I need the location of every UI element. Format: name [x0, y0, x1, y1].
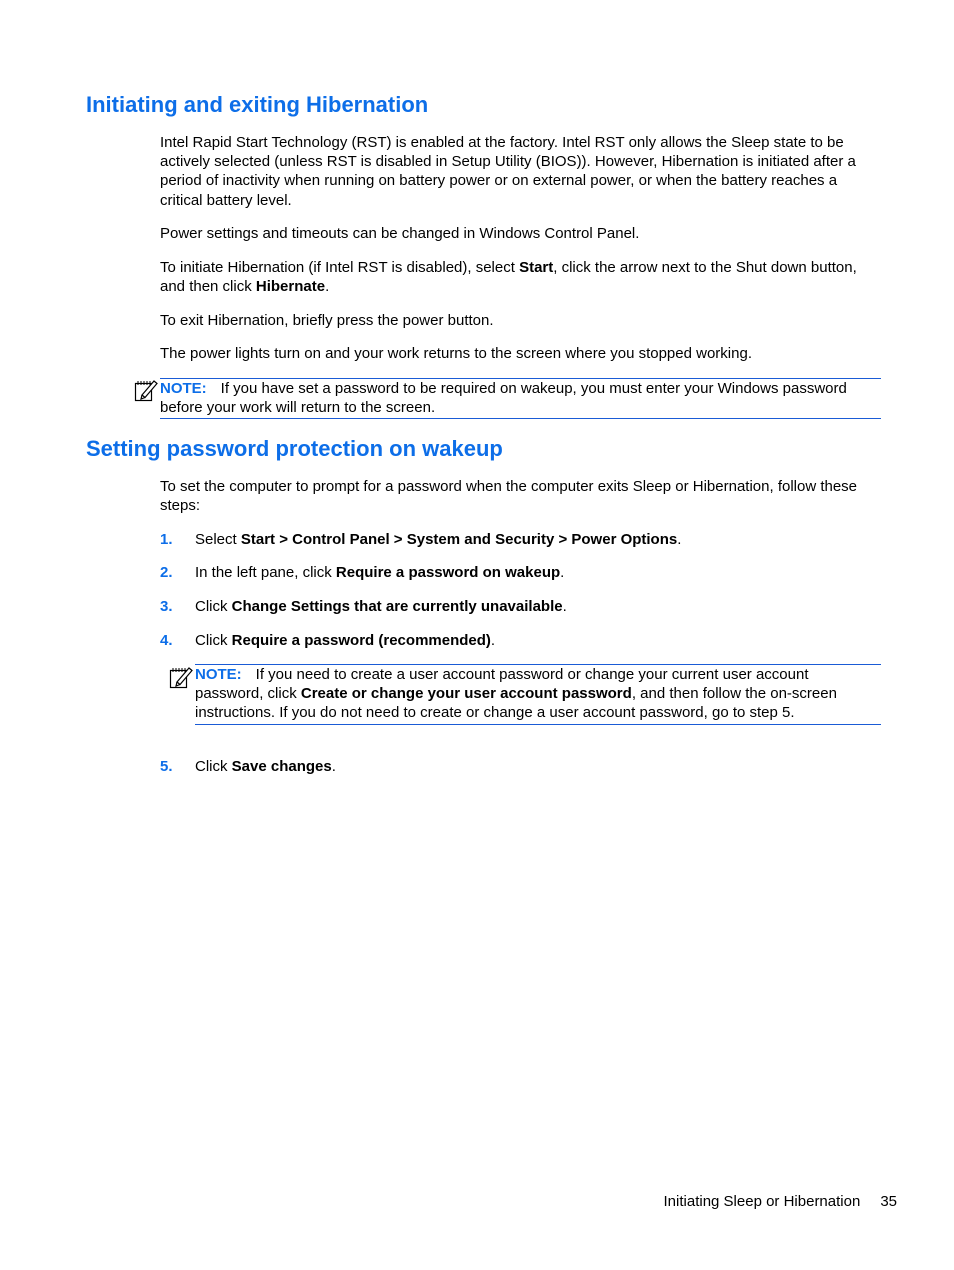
note-text: If you need to create a user account password or change your current user account password, click — [195, 666, 809, 703]
ui-term-hibernate: Hibernate — [255, 278, 326, 296]
step-text — [195, 597, 882, 616]
note-pencil-icon — [134, 378, 158, 402]
paragraph-exit-hibernation: To exit Hibernation, briefly press the power button. — [160, 312, 494, 329]
text-run: . — [490, 632, 496, 649]
page-number: 35 — [880, 1193, 897, 1210]
text-run: . — [562, 598, 567, 615]
note-pencil-icon — [169, 665, 193, 689]
step-text — [195, 757, 882, 776]
text-run: , click the arrow next to the Shut down button, and then click — [160, 259, 857, 296]
note-password-wakeup — [160, 378, 881, 419]
ui-term: Change Settings that are currently unavailable — [231, 598, 563, 615]
text-run: . — [560, 564, 565, 581]
ui-term: Save changes — [231, 758, 332, 775]
paragraph-rst: Intel Rapid Start Technology (RST) is enabled at the factory. Intel RST only allows the Sleep state to be actively selected (unless RST is disabled in Setup Utility (BIOS)). However, Hibernation is initiated after a period of inactivity when running on battery power or on external power, or when the battery reaches a critical battery level. — [160, 134, 856, 209]
text-run: To initiate Hibernation (if Intel RST is disabled), select — [160, 259, 520, 276]
ui-term: Start > Control Panel > System and Security > Power Options — [240, 531, 678, 548]
text-run: In the left pane, click — [195, 564, 336, 581]
paragraph-power-settings: Power settings and timeouts can be changed in Windows Control Panel. — [160, 225, 640, 242]
ui-term-start: Start — [519, 259, 554, 276]
step-number: 5. — [160, 758, 173, 775]
text-run: Click — [195, 632, 232, 649]
step-text — [195, 631, 882, 650]
section-title-password-wakeup: Setting password protection on wakeup — [86, 436, 503, 461]
text-run: . — [331, 758, 336, 775]
note-text: , and then follow the on-screen instructions. If you do not need to create or change a user account password, go to step 5. — [195, 685, 837, 722]
section-title-hibernation: Initiating and exiting Hibernation — [86, 92, 429, 117]
step-number: 1. — [160, 531, 173, 548]
text-run: . — [677, 531, 682, 548]
paragraph-steps-intro: To set the computer to prompt for a password when the computer exits Sleep or Hibernation, follow these steps: — [160, 478, 858, 515]
ui-term-create-password: Create or change your user account password — [300, 685, 632, 703]
text-run: Click — [195, 758, 232, 775]
note-create-password — [195, 664, 881, 725]
text-run: Select — [195, 531, 241, 548]
paragraph-power-lights: The power lights turn on and your work returns to the screen where you stopped working. — [160, 345, 752, 362]
page-footer — [664, 1192, 897, 1211]
note-text: If you have set a password to be required on wakeup, you must enter your Windows password before your work will return to the screen. — [160, 380, 847, 417]
step-number: 3. — [160, 598, 173, 615]
footer-chapter-title: Initiating Sleep or Hibernation — [663, 1193, 861, 1210]
ui-term: Require a password on wakeup — [335, 564, 561, 581]
step-text — [195, 530, 882, 549]
note-label: NOTE: — [160, 380, 207, 397]
paragraph-initiate-hibernation — [160, 258, 882, 296]
step-number: 4. — [160, 632, 173, 649]
ui-term: Require a password (recommended) — [231, 632, 491, 649]
text-run: . — [325, 278, 330, 296]
step-text — [195, 563, 882, 582]
step-number: 2. — [160, 564, 173, 581]
text-run: Click — [195, 598, 232, 615]
note-label: NOTE: — [195, 666, 242, 683]
